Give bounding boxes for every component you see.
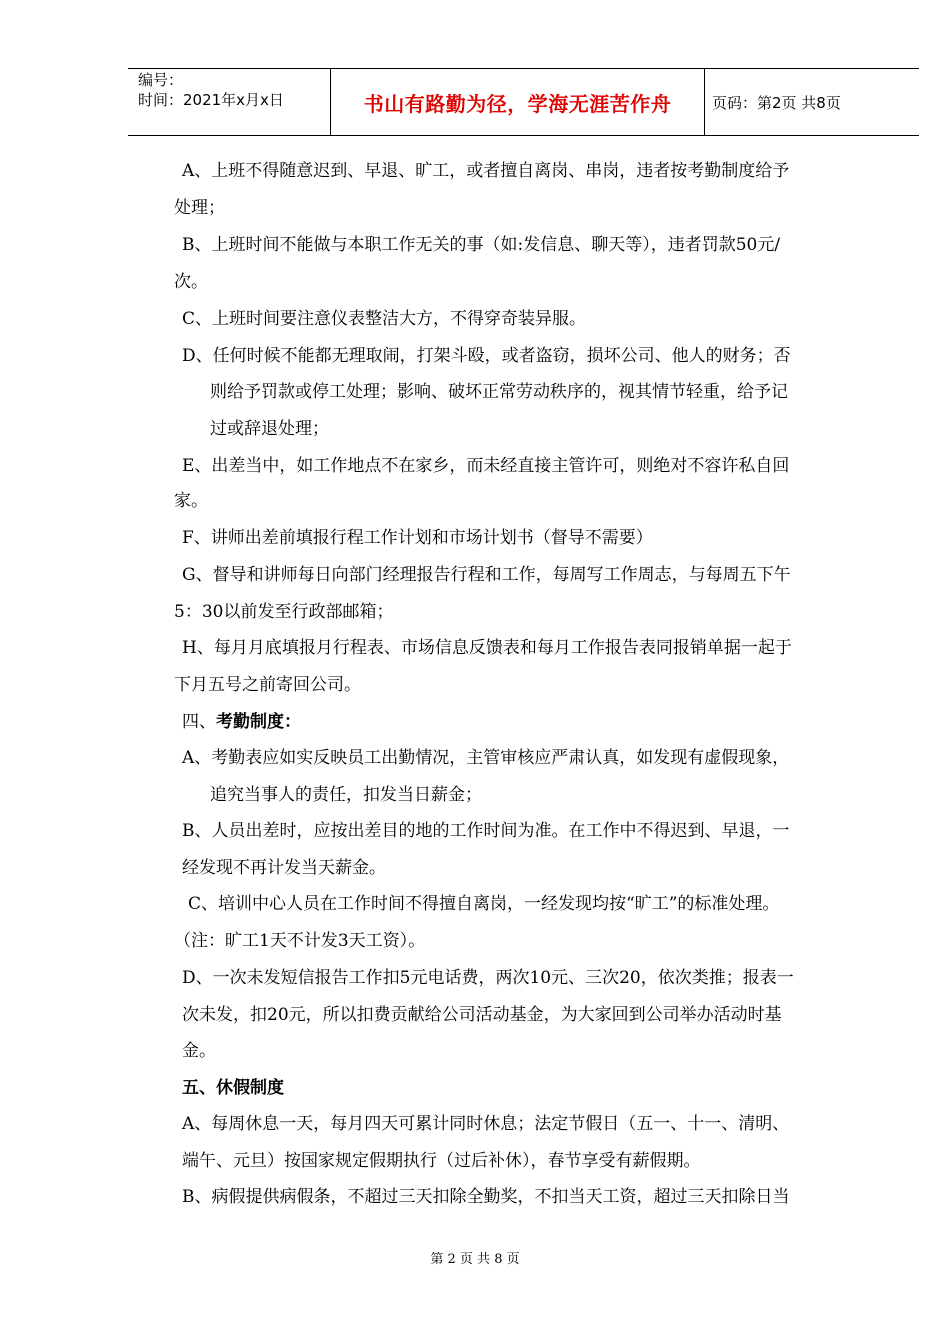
header-top-rule — [128, 68, 919, 69]
time-label: 时间：2021年x月x日 — [138, 91, 284, 109]
text-line: E、出差当中，如工作地点不在家乡，而未经直接主管许可，则绝对不容许私自回 — [182, 456, 790, 476]
text-line: C、上班时间要注意仪表整洁大方，不得穿奇装异服。 — [182, 309, 587, 329]
section-heading-leave: 五、休假制度 — [182, 1078, 284, 1098]
code-label: 编号： — [138, 71, 184, 89]
text-line: B、上班时间不能做与本职工作无关的事（如:发信息、聊天等），违者罚款50元/ — [182, 235, 781, 255]
header-page-label: 页码：第2页 共8页 — [712, 94, 841, 112]
text-line: G、督导和讲师每日向部门经理报告行程和工作，每周写工作周志，与每周五下午 — [182, 565, 791, 585]
text-line: （注：旷工1天不计发3天工资）。 — [174, 931, 426, 951]
section-title: 考勤制度： — [216, 712, 301, 732]
text-line: 追究当事人的责任，扣发当日薪金； — [210, 785, 482, 805]
text-line: A、每周休息一天，每月四天可累计同时休息；法定节假日（五一、十一、清明、 — [182, 1114, 790, 1134]
text-line: D、一次未发短信报告工作扣5元电话费，两次10元、三次20，依次类推；报表一 — [182, 968, 794, 988]
text-line: 则给予罚款或停工处理；影响、破坏正常劳动秩序的，视其情节轻重，给予记 — [210, 382, 788, 402]
text-line: 端午、元旦）按国家规定假期执行（过后补休），春节享受有薪假期。 — [182, 1151, 701, 1171]
section-number: 四、 — [182, 712, 216, 732]
text-line: 过或辞退处理； — [210, 419, 329, 439]
text-line: B、病假提供病假条，不超过三天扣除全勤奖，不扣当天工资，超过三天扣除日当 — [182, 1187, 790, 1207]
text-line: 处理； — [174, 198, 225, 218]
text-line: A、考勤表应如实反映员工出勤情况，主管审核应严肃认真，如发现有虚假现象， — [182, 748, 790, 768]
section-heading-attendance — [182, 711, 301, 733]
page-footer: 第 2 页 共 8 页 — [430, 1252, 520, 1267]
text-line: 金。 — [182, 1041, 216, 1061]
header-motto: 书山有路勤为径，学海无涯苦作舟 — [363, 92, 672, 116]
text-line: 5：30以前发至行政部邮箱； — [174, 602, 394, 622]
header-bottom-rule — [128, 135, 919, 136]
text-line: 次。 — [174, 272, 208, 292]
header-divider-right — [704, 68, 705, 136]
text-line: B、人员出差时，应按出差目的地的工作时间为准。在工作中不得迟到、早退，一 — [182, 821, 790, 841]
text-line: F、讲师出差前填报行程工作计划和市场计划书（督导不需要） — [182, 528, 653, 548]
text-line: 次未发，扣20元，所以扣费贡献给公司活动基金，为大家回到公司举办活动时基 — [182, 1005, 782, 1025]
text-line: D、任何时候不能都无理取闹，打架斗殴，或者盗窃，损坏公司、他人的财务；否 — [182, 346, 791, 366]
text-line: H、每月月底填报月行程表、市场信息反馈表和每月工作报告表同报销单据一起于 — [182, 638, 792, 658]
text-line: 经发现不再计发当天薪金。 — [182, 858, 386, 878]
text-line: 家。 — [174, 491, 208, 511]
text-line: 下月五号之前寄回公司。 — [174, 675, 361, 695]
text-line: C、培训中心人员在工作时间不得擅自离岗，一经发现均按“旷工”的标准处理。 — [188, 894, 780, 914]
text-line: A、上班不得随意迟到、早退、旷工，或者擅自离岗、串岗，违者按考勤制度给予 — [182, 161, 790, 181]
header-meta — [138, 70, 284, 110]
